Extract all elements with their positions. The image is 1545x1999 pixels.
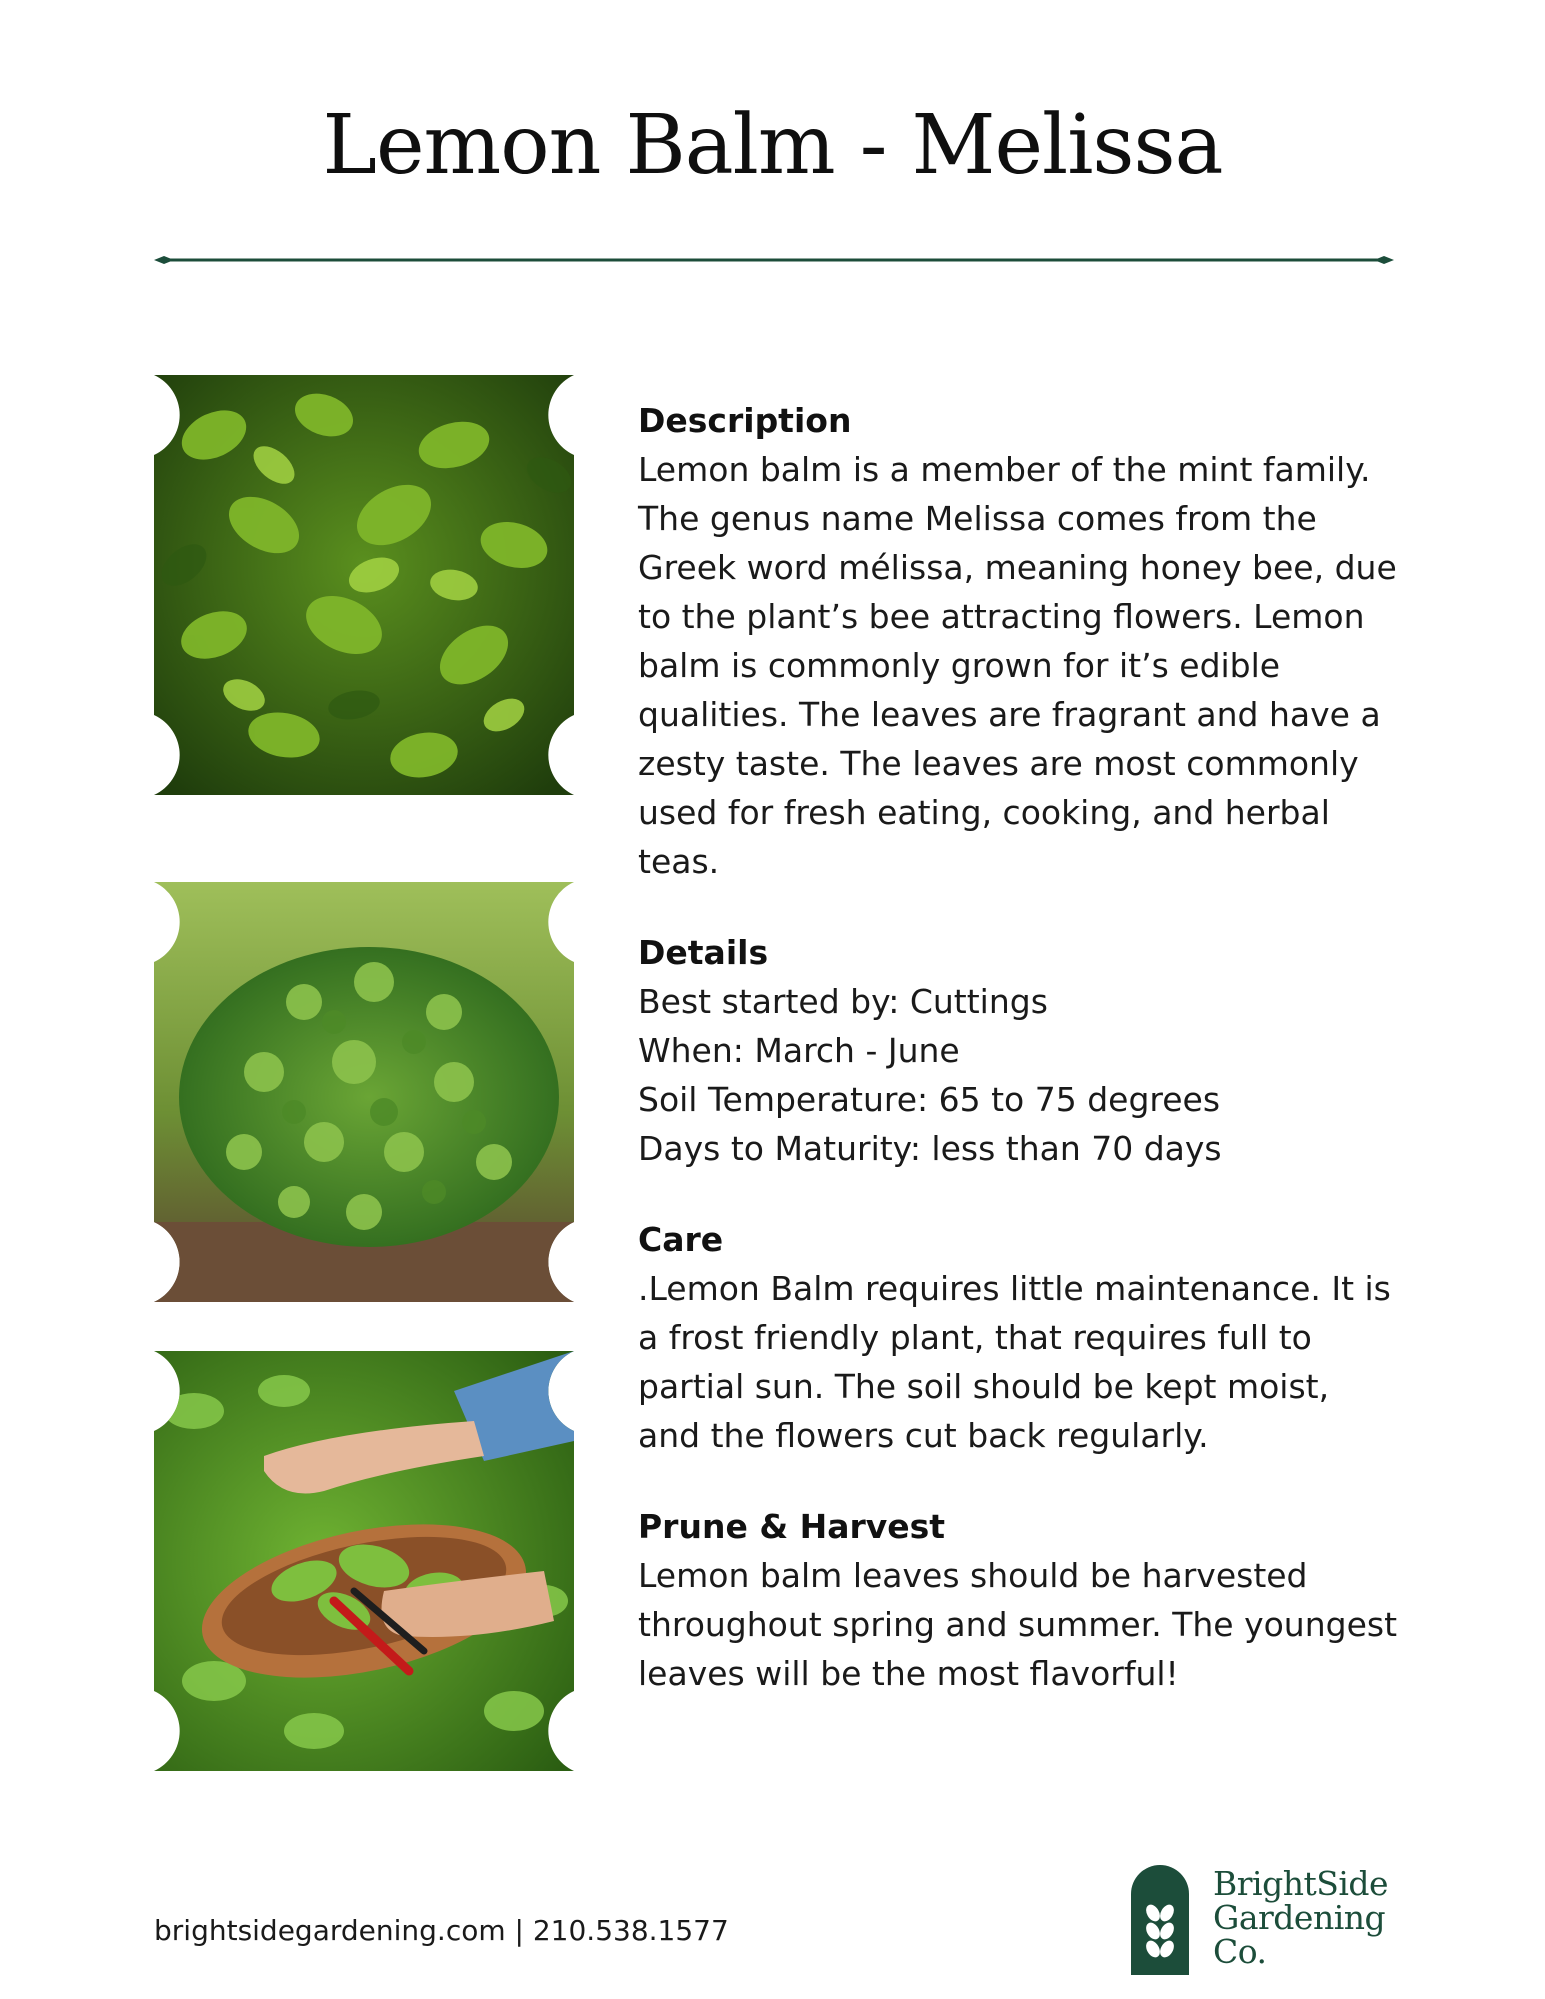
lemon-balm-plant-photo bbox=[154, 375, 574, 795]
detail-soil-temperature: Soil Temperature: 65 to 75 degrees bbox=[638, 1080, 1221, 1119]
harvest-heading: Prune & Harvest bbox=[638, 1507, 946, 1546]
footer-contact: brightsidegardening.com | 210.538.1577 bbox=[154, 1914, 729, 1947]
title-divider bbox=[154, 250, 1394, 270]
description-body: Lemon balm is a member of the mint family. The genus name Melissa comes from the Greek word mélissa, meaning honey bee, due to the plant’s bee attracting flowers. Lemon balm is commonly grown for it’s edible qualities. The leaves are fragrant and have a zesty taste. The leaves are most commonly used for fresh eating, cooking, and herbal teas. bbox=[638, 450, 1397, 881]
detail-when: When: March - June bbox=[638, 1031, 960, 1070]
care-section bbox=[638, 1215, 1398, 1460]
brightside-logo bbox=[1131, 1865, 1391, 1977]
care-body: .Lemon Balm requires little maintenance. It is a frost friendly plant, that requires full to partial sun. The soil should be kept moist, and the flowers cut back regularly. bbox=[638, 1269, 1391, 1455]
logo-line-brightside: BrightSide bbox=[1213, 1864, 1389, 1903]
care-heading: Care bbox=[638, 1220, 724, 1259]
description-section bbox=[638, 396, 1398, 886]
logo-text bbox=[1213, 1864, 1389, 1971]
description-heading: Description bbox=[638, 401, 852, 440]
detail-days-to-maturity: Days to Maturity: less than 70 days bbox=[638, 1129, 1222, 1168]
harvest-body: Lemon balm leaves should be harvested throughout spring and summer. The youngest leaves will be the most flavorful! bbox=[638, 1556, 1398, 1693]
harvest-basket-photo bbox=[154, 1351, 574, 1771]
info-content bbox=[638, 396, 1398, 1740]
detail-started-by: Best started by: Cuttings bbox=[638, 982, 1048, 1021]
harvest-section bbox=[638, 1502, 1398, 1698]
logo-line-co: Co. bbox=[1213, 1932, 1267, 1971]
details-heading: Details bbox=[638, 933, 769, 972]
lemon-balm-bush-photo bbox=[154, 882, 574, 1302]
wheat-icon bbox=[1131, 1865, 1189, 1975]
page-title: Lemon Balm - Melissa bbox=[322, 98, 1223, 193]
details-section bbox=[638, 928, 1398, 1173]
logo-line-gardening: Gardening bbox=[1213, 1898, 1386, 1937]
